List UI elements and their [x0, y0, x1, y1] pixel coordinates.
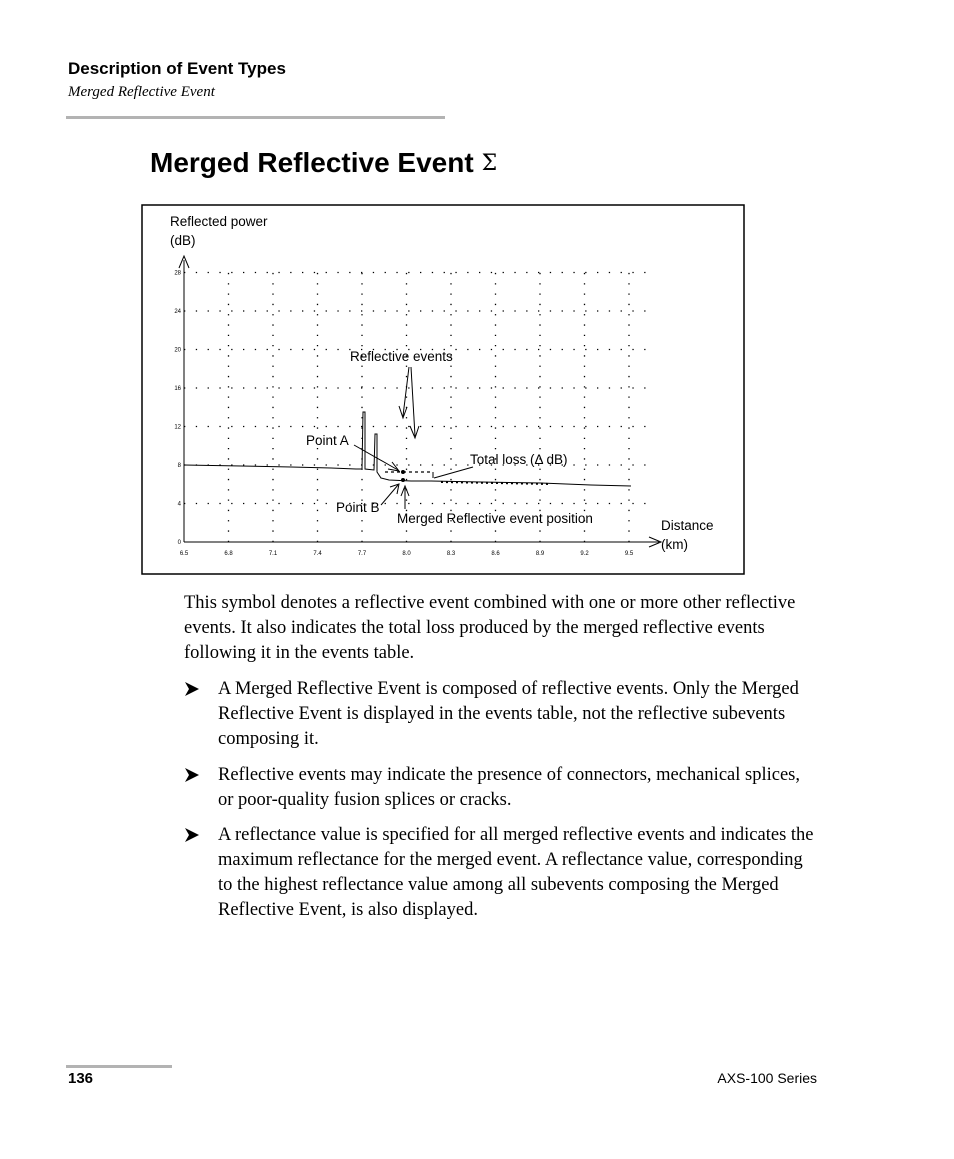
otdr-trace-figure — [141, 204, 745, 575]
x-tick-label: 7.4 — [313, 551, 322, 557]
x-tick-label: 7.1 — [268, 551, 278, 557]
y-tick-label: 28 — [174, 270, 181, 277]
y-axis-label: Reflected power (dB) — [170, 214, 268, 248]
point-b-label: Point B — [336, 500, 380, 515]
footer-rule — [66, 1065, 172, 1068]
x-tick-label: 8.0 — [402, 551, 411, 557]
running-header-title: Description of Event Types — [68, 59, 286, 78]
body-intro — [184, 591, 824, 666]
section-title-text: Merged Reflective Event — [150, 147, 474, 178]
x-tick-label: 6.8 — [224, 551, 233, 557]
x-axis-label: Distance (km) — [661, 518, 714, 552]
bullet-list — [184, 763, 814, 813]
running-header-subtitle: Merged Reflective Event — [68, 84, 215, 100]
x-tick-label: 9.2 — [580, 551, 589, 557]
y-tick-label: 12 — [174, 424, 181, 431]
bullet-arrow-icon — [184, 827, 200, 843]
list-item — [184, 677, 814, 752]
y-tick-label: 16 — [174, 386, 181, 392]
point-b-marker — [401, 478, 405, 482]
section-title — [150, 143, 497, 186]
x-tick-label: 9.5 — [624, 551, 634, 557]
bullet-text: A Merged Reflective Event is composed of reflective events. Only the Merged Reflective Event is displayed in the events table, not the reflective subevents composing it. — [218, 679, 799, 749]
point-a-label: Point A — [306, 433, 349, 448]
x-tick-label: 8.9 — [535, 551, 545, 557]
y-tick-label: 20 — [174, 347, 181, 354]
y-tick-label: 0 — [177, 540, 181, 546]
bullet-list — [184, 677, 814, 752]
running-header — [68, 57, 286, 101]
merged-event-symbol-icon: Σ — [481, 151, 498, 176]
y-tick-label: 24 — [174, 309, 181, 315]
intro-paragraph: This symbol denotes a reflective event combined with one or more other reflective events. It also indicates the total loss produced by the merged reflective events following it in the events table. — [184, 593, 796, 663]
merged-position-label: Merged Reflective event position — [397, 511, 593, 526]
x-tick-label: 8.6 — [491, 551, 500, 557]
point-a-marker — [401, 470, 405, 474]
x-tick-label: 8.3 — [446, 551, 456, 557]
header-rule — [66, 116, 445, 119]
page-number: 136 — [68, 1070, 94, 1087]
bullet-text: Reflective events may indicate the presence of connectors, mechanical splices, or poor-quality fusion splices or cracks. — [218, 765, 800, 810]
bullet-list — [184, 823, 814, 923]
x-tick-label: 6.5 — [179, 551, 189, 557]
bullet-text: A reflectance value is specified for all merged reflective events and indicates the maximum reflectance for the merged event. A reflectance value, corresponding to the highest reflectance value among all subevents composing the Merged Reflective Event, is also displayed. — [218, 825, 814, 920]
y-tick-label: 8 — [177, 463, 181, 469]
reflective-events-label: Reflective events — [350, 349, 453, 364]
total-loss-label: Total loss (Δ dB) — [470, 452, 568, 467]
list-item — [184, 763, 814, 813]
list-item — [184, 823, 814, 923]
product-name: AXS-100 Series — [717, 1070, 817, 1086]
bullet-arrow-icon — [184, 767, 200, 783]
bullet-arrow-icon — [184, 681, 200, 697]
y-tick-label: 4 — [177, 501, 181, 508]
x-tick-label: 7.7 — [357, 551, 367, 557]
